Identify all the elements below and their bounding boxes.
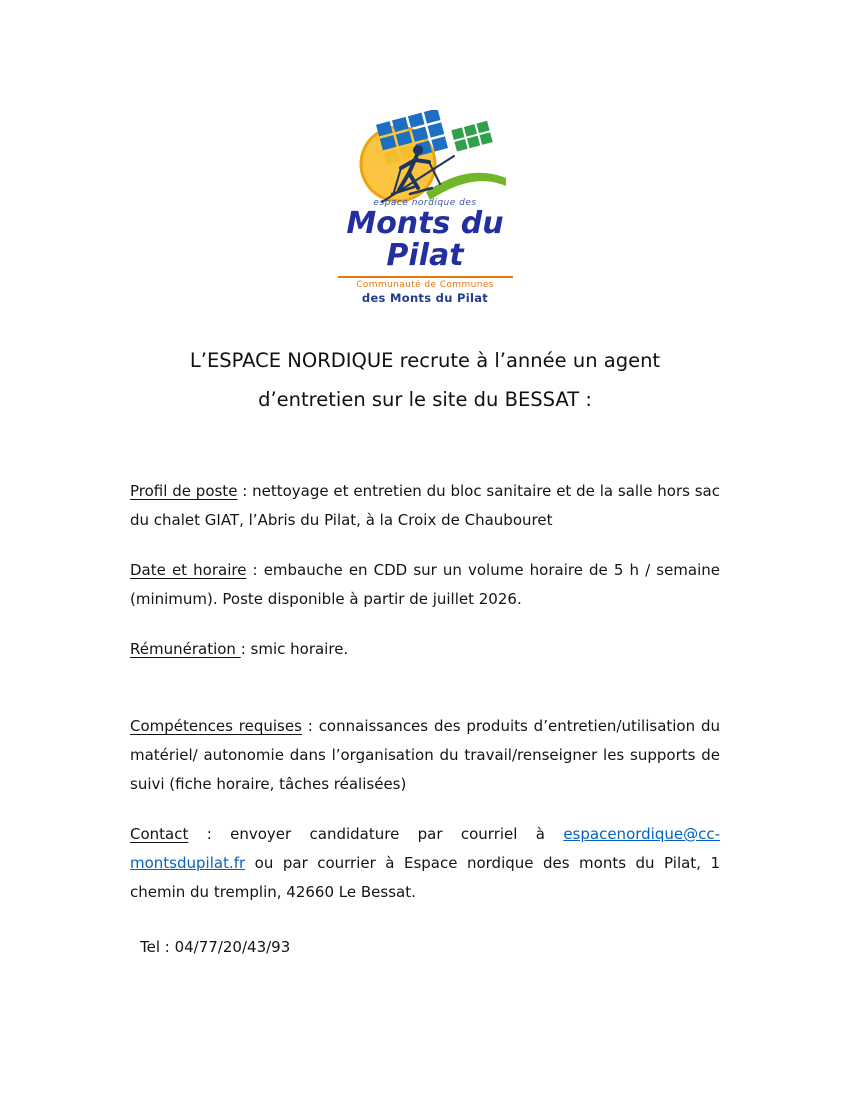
section-text: nettoyage et entretien du bloc sanitaire et de la salle hors sac du chalet GIAT, l’Abris du Pilat, à la Croix de Chaubouret <box>130 482 720 529</box>
page-title-line1: L’ESPACE NORDIQUE recrute à l’année un agent <box>189 349 661 372</box>
section-text: smic horaire. <box>250 640 349 658</box>
document-body <box>130 477 720 962</box>
section-colon: : <box>301 717 319 735</box>
logo-title: Monts du Pilat <box>346 206 504 273</box>
section-colon: : <box>237 482 253 500</box>
section-remuneration <box>130 635 720 664</box>
section-label: Contact <box>130 825 189 843</box>
section-date-et-horaire <box>130 556 720 614</box>
section-label: Compétences requises <box>130 717 302 735</box>
logo-org-line1: Communauté de Communes <box>338 276 513 290</box>
section-label: Profil de poste <box>130 482 238 500</box>
hill-swoosh-icon <box>426 173 506 200</box>
section-profil-de-poste <box>130 477 720 535</box>
section-text: connaissances des produits d’entretien/utilisation du matériel/ autonomie dans l’organisation du travail/renseigner les supports de suivi (fiche horaire, tâches réalisées) <box>130 717 721 793</box>
section-label: Date et horaire <box>130 561 247 579</box>
section-contact <box>130 820 720 907</box>
page-title <box>130 341 720 419</box>
monts-du-pilat-logo <box>305 110 545 305</box>
logo-org-line2: des Monts du Pilat <box>361 291 489 305</box>
page-title-line2: d’entretien sur le site du BESSAT : <box>258 388 592 411</box>
email-link[interactable]: espacenordique@cc-montsdupilat.fr <box>130 825 721 872</box>
section-text: embauche en CDD sur un volume horaire de 5 h / semaine (minimum). Poste disponible à partir de juillet 2026. <box>130 561 721 608</box>
trail-grid-green-icon <box>451 121 492 152</box>
section-label: Rémunération <box>130 640 241 658</box>
section-text: ou par courrier à Espace nordique des monts du Pilat, 1 chemin du tremplin, 42660 Le Bessat. <box>130 854 720 901</box>
section-colon: : <box>240 640 251 658</box>
section-colon: : <box>246 561 264 579</box>
logo-tagline: espace nordique des <box>373 198 477 208</box>
section-text: envoyer candidature par courriel à <box>230 825 564 843</box>
section-competences-requises <box>130 712 720 799</box>
section-colon: : <box>188 825 231 843</box>
phone-line: Tel : 04/77/20/43/93 <box>140 938 291 956</box>
